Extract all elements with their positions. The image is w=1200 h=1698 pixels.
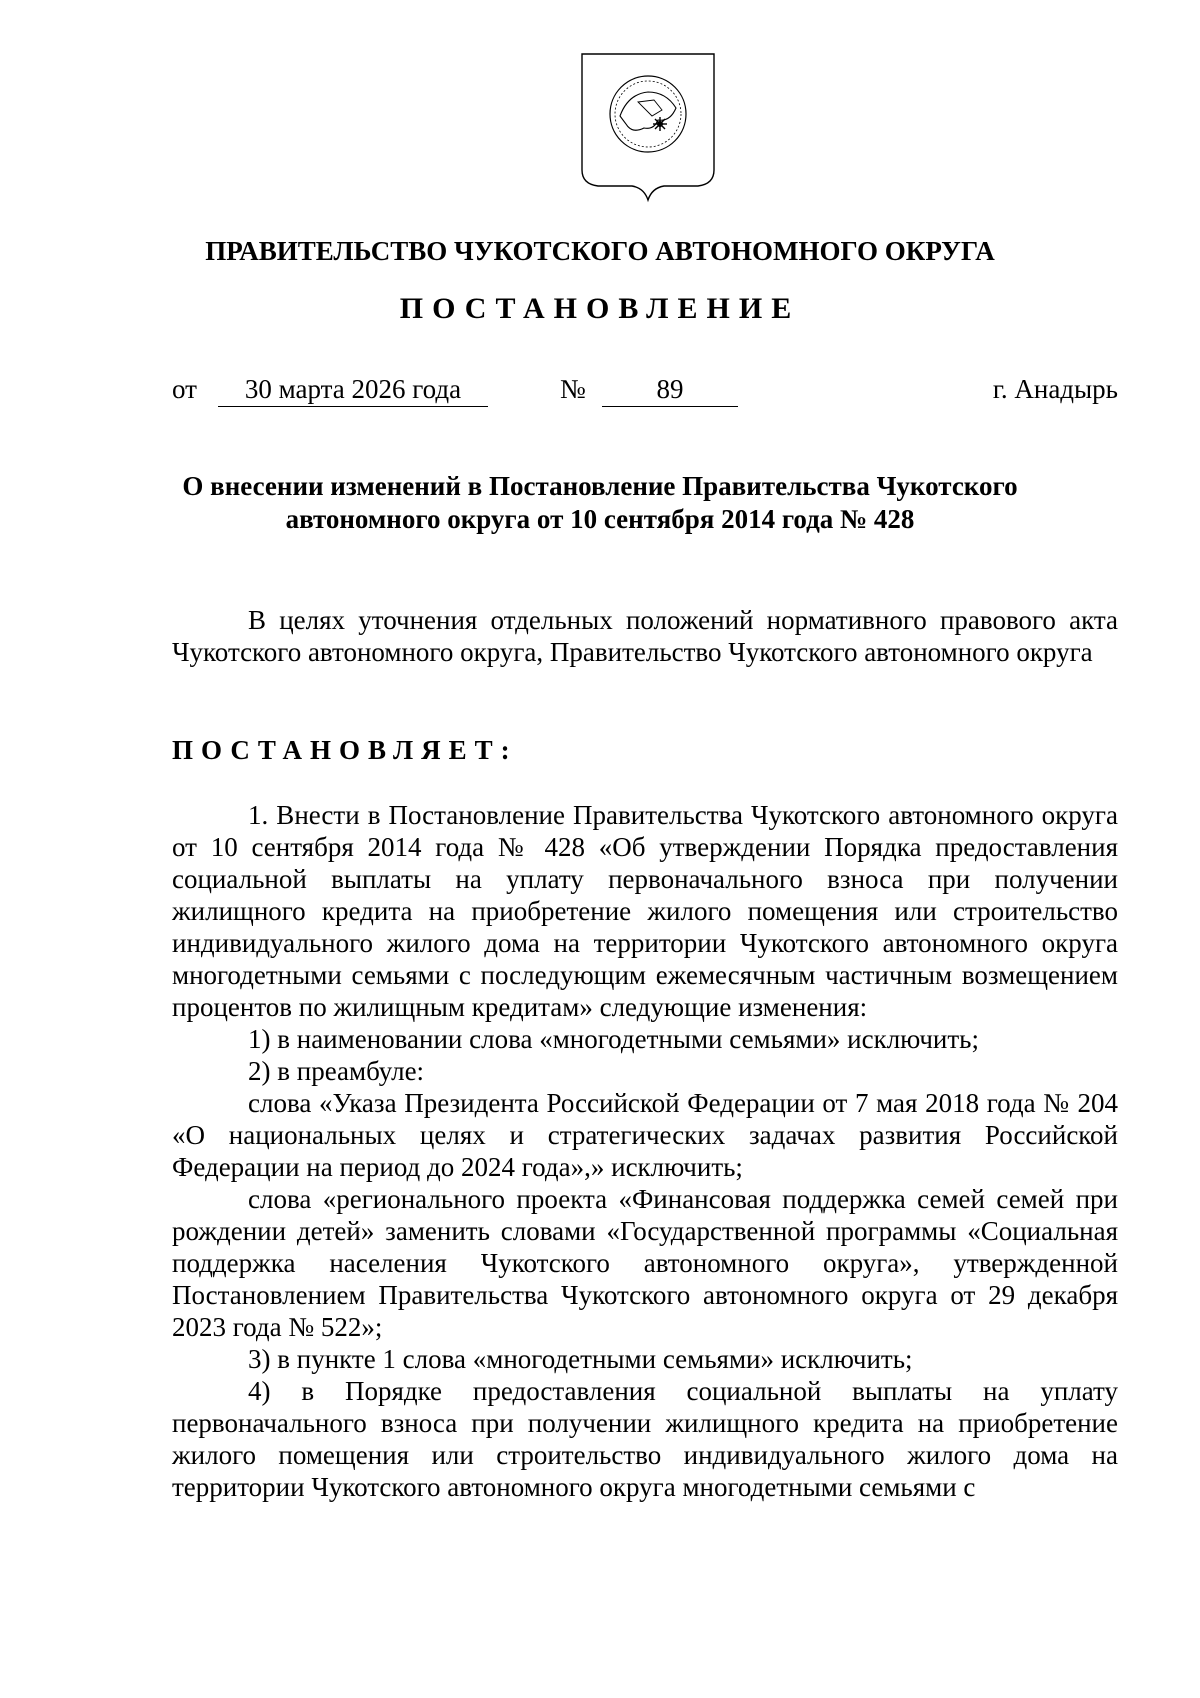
paragraph-4: слова «Указа Президента Российской Федерации от 7 мая 2018 года № 204 «О национальных целях и стратегических задачах развития Российской Федерации на период до 2024 года»,» исключить; xyxy=(172,1088,1118,1182)
document-type-heading: ПОСТАНОВЛЕНИЕ xyxy=(399,292,801,325)
paragraph-3: 2) в преамбуле: xyxy=(248,1056,425,1086)
from-label: от xyxy=(172,374,197,404)
shield-icon xyxy=(578,50,718,210)
document-title xyxy=(140,470,1060,536)
paragraph-1: 1. Внести в Постановление Правительства Чукотского автономного округа от 10 сентября 2014 года № 428 «Об утверждении Порядка предоставления социальной выплаты на уплату первоначального взноса при получении жилищного кредита на приобретение жилого помещения или строительство индивидуального жилого дома на территории Чукотского автономного округа многодетными семьями с последующим ежемесячным частичным возмещением процентов по жилищным кредитам» следующие изменения: xyxy=(172,800,1118,1022)
organization-heading: ПРАВИТЕЛЬСТВО ЧУКОТСКОГО АВТОНОМНОГО ОКРУГА xyxy=(205,236,995,266)
document-number: 89 xyxy=(602,374,738,407)
paragraph-7: 4) в Порядке предоставления социальной выплаты на уплату первоначального взноса при получении жилищного кредита на приобретение жилого помещения или строительство индивидуального жилого дома на территории Чукотского автономного округа многодетными семьями с xyxy=(172,1376,1118,1502)
main-text xyxy=(172,799,1118,1503)
paragraph-5: слова «регионального проекта «Финансовая поддержка семей семей при рождении детей» заменить словами «Государственной программы «Социальная поддержка населения Чукотского автономного округа», утвержденной Постановлением Правительства Чукотского автономного округа от 29 декабря 2023 года № 522»; xyxy=(172,1184,1118,1342)
document-date: 30 марта 2026 года xyxy=(218,374,488,407)
title-line-2: автономного округа от 10 сентября 2014 года № 428 xyxy=(285,504,915,534)
preamble-block xyxy=(172,604,1118,668)
number-label: № xyxy=(560,374,586,404)
paragraph-6: 3) в пункте 1 слова «многодетными семьями» исключить; xyxy=(248,1344,913,1374)
resolve-word: ПОСТАНОВЛЯЕТ: xyxy=(172,735,518,765)
date-number-line xyxy=(172,374,1118,414)
paragraph-2: 1) в наименовании слова «многодетными семьями» исключить; xyxy=(248,1024,979,1054)
city: г. Анадырь xyxy=(992,374,1118,404)
preamble: В целях уточнения отдельных положений нормативного правового акта Чукотского автономного округа, Правительство Чукотского автономного округа xyxy=(172,605,1118,667)
coat-of-arms-emblem xyxy=(578,50,718,210)
title-line-1: О внесении изменений в Постановление Правительства Чукотского xyxy=(182,471,1018,501)
